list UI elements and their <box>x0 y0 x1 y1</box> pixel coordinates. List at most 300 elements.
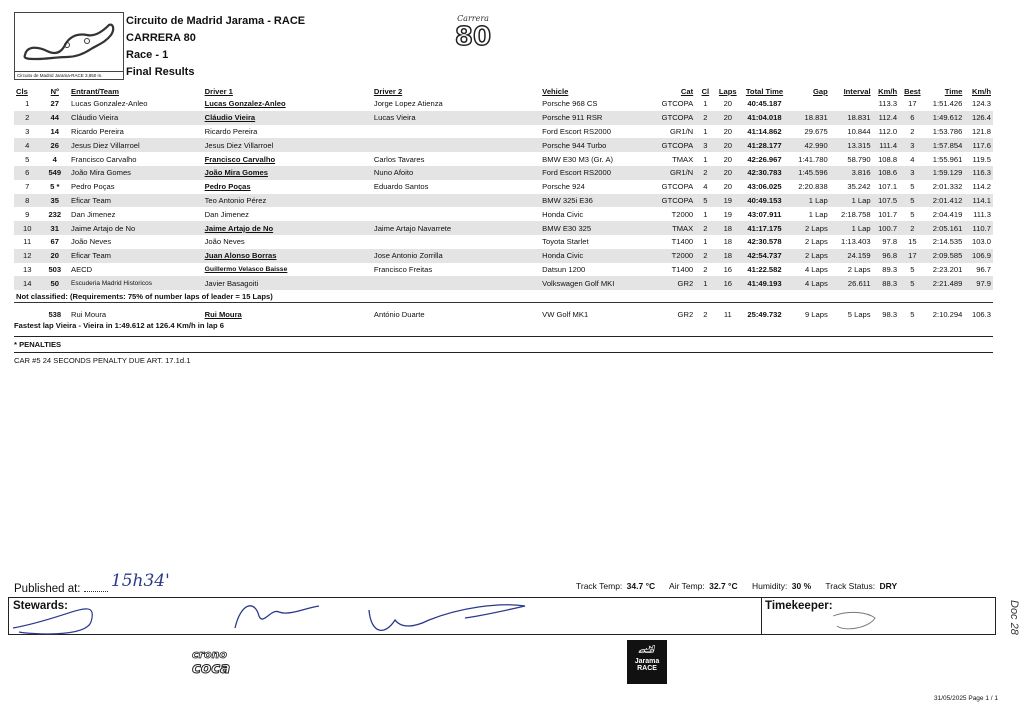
cell-gap: 1 Lap <box>808 209 828 219</box>
cell-driver1: Pedro Poças <box>204 182 251 192</box>
cell-best: 4 <box>910 154 915 164</box>
cell-kmh: 112.4 <box>873 111 900 125</box>
cell-laps: 20 <box>716 111 740 125</box>
cell-kmh: 89.3 <box>882 264 898 274</box>
cell-num: 31 <box>41 221 70 235</box>
cell-gap: 29.675 <box>804 126 828 136</box>
cell-bkmh: 103.0 <box>971 237 991 247</box>
cell-vehicle: Toyota Starlet <box>542 237 589 247</box>
cell-cl: 4 <box>703 182 708 192</box>
cell-cat: GR1/N <box>669 126 694 136</box>
cell-cat: GTCOPA <box>656 194 695 208</box>
cell-num: 20 <box>41 249 70 263</box>
cell-total: 42:26.967 <box>747 154 782 164</box>
cell-cat: GTCOPA <box>656 138 695 152</box>
cell-gap: 2 Laps <box>789 249 830 263</box>
col-header: Cls <box>16 87 28 96</box>
cell-cls: 4 <box>14 138 41 152</box>
col-header: Total Time <box>745 87 784 96</box>
cell-kmh: 107.5 <box>873 194 900 208</box>
cell-cl: 2 <box>695 221 715 235</box>
cell-cat: GR1/N <box>656 166 695 180</box>
cell-entrant: Pedro Poças <box>71 182 115 192</box>
cell-vehicle: BMW E30 325 <box>540 221 656 235</box>
cell-best: 15 <box>908 237 917 247</box>
cell-laps: 20 <box>716 166 740 180</box>
cell-cls: 3 <box>25 126 30 136</box>
cell-total: 42:54.737 <box>740 249 789 263</box>
cell-cat: GR2 <box>656 276 695 290</box>
cell-time: 2:09.585 <box>926 249 965 263</box>
col-header: Km/h <box>878 87 898 96</box>
cell-vehicle: Ford Escort RS2000 <box>542 126 611 136</box>
cell-interval: 5 Laps <box>847 309 871 319</box>
cell-interval: 58.790 <box>847 154 871 164</box>
cell-cl: 3 <box>695 138 715 152</box>
cell-vehicle: Volkswagen Golf MKI <box>540 276 656 290</box>
cell-total: 42:30.578 <box>747 237 782 247</box>
cell-cat: T1400 <box>671 237 694 247</box>
cell-entrant: Cláudio Vieira <box>69 111 203 125</box>
cell-kmh: 108.8 <box>878 154 898 164</box>
cell-cls: 14 <box>14 276 41 290</box>
session-name: Race - 1 <box>126 49 169 61</box>
cell-driver1: Lucas Gonzalez-Anleo <box>204 99 286 109</box>
not-classified-row <box>14 290 993 303</box>
cell-cl: 1 <box>703 209 708 219</box>
cell-num: 5 * <box>50 182 60 192</box>
cell-vehicle: BMW E30 M3 (Gr. A) <box>542 154 614 164</box>
cell-num: 14 <box>50 126 59 136</box>
cell-driver2: Carlos Tavares <box>373 154 425 164</box>
table-row <box>14 111 993 125</box>
cell-gap: 1:41.780 <box>798 154 828 164</box>
cell-bkmh: 96.7 <box>976 264 991 274</box>
air-temp-label: Air Temp: <box>669 581 705 591</box>
cell-vehicle: Datsun 1200 <box>542 264 586 274</box>
cell-cat: T2000 <box>656 249 695 263</box>
cell-cls: 6 <box>14 166 41 180</box>
cell-vehicle: Honda Civic <box>542 209 584 219</box>
jarama-logo-text: Jarama RACE <box>634 658 660 672</box>
cell-time: 1:59.129 <box>926 166 965 180</box>
cell-bkmh: 119.5 <box>972 154 991 164</box>
cell-bkmh: 124.3 <box>971 99 991 109</box>
cell-vehicle: Ford Escort RS2000 <box>540 166 656 180</box>
cell-driver1: Guillermo Velasco Baisse <box>204 265 288 273</box>
col-header: Best <box>904 87 921 96</box>
svg-text:crono: crono <box>192 648 227 661</box>
signature-box <box>8 597 996 635</box>
cell-interval: 24.159 <box>830 249 873 263</box>
cell-cls: 11 <box>23 237 32 247</box>
stewards-label: Stewards: <box>13 600 68 612</box>
cell-gap: 2 Laps <box>804 237 828 247</box>
divider <box>14 336 993 337</box>
crono-coca-icon <box>190 646 260 676</box>
cell-gap: 18.831 <box>789 111 830 125</box>
divider <box>14 352 993 353</box>
cell-num: 26 <box>41 138 70 152</box>
col-header: Km/h <box>972 87 991 96</box>
cell-entrant: Jesus Diez Villarroel <box>69 138 203 152</box>
cell-cl: 2 <box>695 166 715 180</box>
cell-bkmh: 106.9 <box>964 249 993 263</box>
circuit-map-logo <box>14 12 124 80</box>
cell-vehicle: Honda Civic <box>540 249 656 263</box>
cell-num: 503 <box>48 264 62 274</box>
carrera-80-logo <box>448 14 498 62</box>
track-status-value: DRY <box>879 581 898 591</box>
cell-cl: 5 <box>695 194 715 208</box>
cell-driver1: Dan Jimenez <box>204 209 249 219</box>
results-subtitle: Final Results <box>126 66 195 78</box>
racing-car-icon: 🏎 <box>638 641 656 657</box>
cell-time: 2:04.419 <box>932 209 963 219</box>
cell-driver1: Ricardo Pereira <box>204 126 258 136</box>
col-header: Driver 1 <box>204 87 233 96</box>
cell-time: 2:21.489 <box>926 276 965 290</box>
cell-num: 232 <box>48 209 62 219</box>
cell-laps: 18 <box>716 221 740 235</box>
not-classified-label: Not classified: (Requirements: 75% of number laps of leader = 15 Laps) <box>14 290 993 303</box>
cell-vehicle: Porsche 968 CS <box>542 99 598 109</box>
cell-num: 44 <box>41 111 70 125</box>
cell-time: 2:23.201 <box>932 264 963 274</box>
cell-entrant: João Mira Gomes <box>69 166 203 180</box>
cell-driver1: Jesus Diez Villarroel <box>203 138 372 152</box>
col-header: Driver 2 <box>373 87 403 96</box>
cell-cl: 2 <box>695 249 715 263</box>
cell-interval: 26.611 <box>830 276 873 290</box>
col-header: Nº <box>50 87 59 96</box>
cell-bkmh: 121.8 <box>971 126 991 136</box>
table-row <box>14 263 993 277</box>
cell-laps: 20 <box>716 138 740 152</box>
air-temp-value: 32.7 °C <box>709 581 738 591</box>
carrera-logo-text: Carrera <box>457 14 489 23</box>
cell-gap <box>789 97 830 111</box>
cell-kmh: 97.8 <box>882 237 898 247</box>
cell-interval: 13.315 <box>830 138 873 152</box>
cell-laps: 20 <box>723 154 733 164</box>
table-row <box>14 138 993 152</box>
cell-num: 538 <box>48 309 62 319</box>
cell-gap: 2:20.838 <box>798 182 828 192</box>
cell-cat: GTCOPA <box>656 111 695 125</box>
published-time-handwritten: 15h34' <box>110 571 170 591</box>
cell-num: 35 <box>41 194 70 208</box>
cell-gap: 1:45.596 <box>789 166 830 180</box>
cell-cls: 12 <box>14 249 41 263</box>
cell-bkmh: 126.4 <box>964 111 993 125</box>
cell-entrant: Jaime Artajo de No <box>69 221 203 235</box>
cell-laps: 19 <box>723 209 733 219</box>
event-name: CARRERA 80 <box>126 32 196 44</box>
cell-total: 41:22.582 <box>747 264 782 274</box>
cell-laps: 18 <box>723 237 733 247</box>
cell-cls: 9 <box>25 209 30 219</box>
cell-cls: 2 <box>14 111 41 125</box>
cell-cat: TMAX <box>656 221 695 235</box>
cell-time: 2:14.535 <box>932 237 963 247</box>
cell-driver1: Teo Antonio Pérez <box>203 194 372 208</box>
table-row <box>14 125 993 139</box>
cell-cls: 10 <box>14 221 41 235</box>
cell-time: 1:55.961 <box>932 154 963 164</box>
cell-best: 2 <box>899 221 926 235</box>
cell-total: 42:30.783 <box>740 166 789 180</box>
cell-entrant: Lucas Gonzalez-Anleo <box>71 99 148 109</box>
cell-laps: 16 <box>716 276 740 290</box>
cell-driver1: Cláudio Vieira <box>203 111 372 125</box>
col-header: Vehicle <box>542 87 569 96</box>
side-handwritten-note: Doc 28 <box>1008 600 1020 635</box>
cell-total: 41:49.193 <box>740 276 789 290</box>
cell-cat: GR2 <box>677 309 694 319</box>
fastest-lap-note: Fastest lap Vieira - Vieira in 1:49.612 at 126.4 Km/h in lap 6 <box>14 321 224 330</box>
cell-vehicle: Porsche 924 <box>542 182 585 192</box>
cell-vehicle: Porsche 944 Turbo <box>540 138 656 152</box>
cell-driver2 <box>372 207 540 221</box>
table-row <box>14 235 993 249</box>
cell-driver1: João Mira Gomes <box>203 166 372 180</box>
cell-interval: 1 Lap <box>830 194 873 208</box>
cell-driver2: Eduardo Santos <box>373 182 429 192</box>
cell-time: 1:53.786 <box>932 126 963 136</box>
cell-interval <box>830 97 873 111</box>
cell-total: 40:45.187 <box>747 99 782 109</box>
cell-best: 5 <box>899 194 926 208</box>
track-temp-value: 34.7 °C <box>626 581 656 591</box>
cell-interval: 1:13.403 <box>841 237 871 247</box>
cell-cl: 1 <box>703 126 708 136</box>
cell-laps: 20 <box>723 182 733 192</box>
cell-entrant: Francisco Carvalho <box>71 154 137 164</box>
cell-cls <box>14 307 41 321</box>
cell-bkmh: 117.6 <box>964 138 993 152</box>
cell-interval: 18.831 <box>830 111 873 125</box>
cell-total: 41:28.177 <box>740 138 789 152</box>
cell-laps: 20 <box>723 126 733 136</box>
cell-num: 27 <box>50 99 59 109</box>
cell-num: 4 <box>52 154 57 164</box>
table-row <box>14 194 993 208</box>
cell-best: 5 <box>910 209 915 219</box>
cell-best: 5 <box>910 182 915 192</box>
carrera-logo-number: 80 <box>454 22 492 52</box>
cell-total: 41:17.175 <box>740 221 789 235</box>
cell-bkmh: 114.1 <box>964 194 993 208</box>
cell-laps: 20 <box>723 99 733 109</box>
table-row <box>14 307 993 321</box>
cell-kmh: 98.3 <box>882 309 898 319</box>
col-header: Cl <box>701 87 710 96</box>
cell-gap: 1 Lap <box>789 194 830 208</box>
cell-best: 3 <box>899 166 926 180</box>
cell-interval: 2 Laps <box>847 264 871 274</box>
cell-driver1: Javier Basagoiti <box>203 276 372 290</box>
cell-entrant: Escuderia Madrid Historicos <box>69 276 203 290</box>
cell-cat: TMAX <box>672 154 694 164</box>
cell-driver2 <box>372 138 540 152</box>
cell-driver1: João Neves <box>204 237 245 247</box>
table-row <box>14 221 993 235</box>
cell-best: 6 <box>899 111 926 125</box>
cell-cl: 2 <box>703 264 708 274</box>
cell-cl: 1 <box>695 276 715 290</box>
cell-entrant: Ricardo Pereira <box>71 126 124 136</box>
cell-cat: T2000 <box>671 209 694 219</box>
cell-time: 1:49.612 <box>926 111 965 125</box>
cell-best: 3 <box>899 138 926 152</box>
cell-entrant: Rui Moura <box>71 309 107 319</box>
cell-time: 2:01.332 <box>932 182 963 192</box>
cell-driver2: Francisco Freitas <box>373 264 433 274</box>
cell-best: 2 <box>910 126 915 136</box>
cell-gap: 42.990 <box>789 138 830 152</box>
cell-total: 41:04.018 <box>740 111 789 125</box>
cell-driver1: Rui Moura <box>204 309 242 319</box>
cell-total: 25:49.732 <box>747 309 782 319</box>
cell-kmh: 113.3 <box>878 99 898 109</box>
humidity-value: 30 % <box>791 581 812 591</box>
cell-kmh: 107.1 <box>878 182 898 192</box>
cell-driver2 <box>372 235 540 249</box>
cell-entrant: AECD <box>71 264 93 274</box>
cell-bkmh: 110.7 <box>964 221 993 235</box>
track-temp-label: Track Temp: <box>576 581 623 591</box>
cell-entrant: Eficar Team <box>69 249 203 263</box>
cell-time: 2:01.412 <box>926 194 965 208</box>
penalty-item: CAR #5 24 SECONDS PENALTY DUE ART. 17.1d.1 <box>14 356 191 365</box>
cell-kmh: 108.6 <box>873 166 900 180</box>
cell-gap: 4 Laps <box>804 264 828 274</box>
cell-vehicle: BMW 325i E36 <box>540 194 656 208</box>
cell-best: 5 <box>910 309 915 319</box>
date-page: 31/05/2025 Page 1 / 1 <box>934 695 998 702</box>
cell-interval: 2:18.758 <box>841 209 871 219</box>
cell-cls: 13 <box>23 264 32 274</box>
cell-best: 5 <box>899 276 926 290</box>
cell-driver2 <box>372 194 540 208</box>
crono-coca-logo <box>190 646 260 681</box>
cell-best: 17 <box>908 99 917 109</box>
page-title: Circuito de Madrid Jarama - RACE <box>126 15 306 27</box>
cell-laps: 16 <box>723 264 733 274</box>
published-at <box>14 571 170 597</box>
cell-num: 549 <box>41 166 70 180</box>
cell-gap: 4 Laps <box>789 276 830 290</box>
cell-kmh: 100.7 <box>873 221 900 235</box>
cell-num: 50 <box>41 276 70 290</box>
cell-laps: 11 <box>723 309 732 319</box>
jarama-race-logo <box>627 640 667 684</box>
circuit-map-icon <box>17 15 121 65</box>
col-header: Entrant/Team <box>71 87 120 96</box>
cell-cl: 2 <box>703 309 708 319</box>
cell-kmh: 101.7 <box>878 209 898 219</box>
cell-driver2: Lucas Vieira <box>372 111 540 125</box>
timekeeper-label: Timekeeper: <box>765 600 833 612</box>
cell-cls: 7 <box>25 182 30 192</box>
cell-bkmh: 116.3 <box>964 166 993 180</box>
cell-cl: 1 <box>703 99 708 109</box>
table-row <box>14 97 993 111</box>
cell-laps: 18 <box>716 249 740 263</box>
cell-vehicle: VW Golf MK1 <box>542 309 589 319</box>
results-table <box>14 86 993 321</box>
cell-cat: T1400 <box>671 264 694 274</box>
cell-num: 67 <box>50 237 59 247</box>
cell-cat: GTCOPA <box>661 182 694 192</box>
cell-time: 1:57.854 <box>926 138 965 152</box>
cell-total: 40:49.153 <box>740 194 789 208</box>
cell-best: 5 <box>910 264 915 274</box>
cell-driver2: Nuno Afoito <box>372 166 540 180</box>
weather-info <box>576 581 899 591</box>
cell-gap: 9 Laps <box>804 309 828 319</box>
cell-kmh: 96.8 <box>873 249 900 263</box>
cell-cls: 1 <box>25 99 30 109</box>
cell-driver2: António Duarte <box>373 309 425 319</box>
table-row <box>14 152 993 166</box>
cell-cl: 1 <box>703 154 708 164</box>
col-header: Cat <box>680 87 694 96</box>
cell-best: 17 <box>899 249 926 263</box>
cell-driver2 <box>372 125 540 139</box>
svg-text:coca: coca <box>192 659 231 676</box>
cell-interval: 1 Lap <box>830 221 873 235</box>
penalties-title: * PENALTIES <box>14 340 62 349</box>
cell-driver1: Francisco Carvalho <box>204 154 276 164</box>
cell-driver2: Jaime Artajo Navarrete <box>372 221 540 235</box>
cell-driver2: Jorge Lopez Atienza <box>373 99 443 109</box>
cell-cl: 2 <box>695 111 715 125</box>
track-status-label: Track Status: <box>825 581 876 591</box>
cell-gap: 2 Laps <box>789 221 830 235</box>
cell-cls: 5 <box>25 154 30 164</box>
table-row <box>14 180 993 194</box>
cell-total: 41:14.862 <box>747 126 782 136</box>
table-row <box>14 207 993 221</box>
cell-time: 2:05.161 <box>926 221 965 235</box>
col-header: Laps <box>718 87 737 96</box>
table-row <box>14 166 993 180</box>
cell-time: 2:10.294 <box>932 309 963 319</box>
cell-entrant: Eficar Team <box>69 194 203 208</box>
cell-total: 43:06.025 <box>747 182 782 192</box>
col-header: Interval <box>843 87 871 96</box>
humidity-label: Humidity: <box>751 581 788 591</box>
cell-bkmh: 106.3 <box>971 309 991 319</box>
cell-interval: 35.242 <box>847 182 871 192</box>
cell-bkmh: 97.9 <box>964 276 993 290</box>
cell-interval: 10.844 <box>847 126 871 136</box>
cell-kmh: 88.3 <box>873 276 900 290</box>
cell-cls: 8 <box>14 194 41 208</box>
cell-kmh: 112.0 <box>878 126 898 136</box>
cell-bkmh: 111.3 <box>973 209 991 219</box>
cell-kmh: 111.4 <box>873 138 900 152</box>
cell-interval: 3.816 <box>830 166 873 180</box>
cell-cat: GTCOPA <box>661 99 694 109</box>
col-header: Gap <box>812 87 828 96</box>
cell-driver2: Jose Antonio Zorrilla <box>372 249 540 263</box>
published-label: Published at: <box>14 583 81 595</box>
cell-entrant: João Neves <box>71 237 112 247</box>
cell-driver1: Juan Alonso Borras <box>203 249 372 263</box>
